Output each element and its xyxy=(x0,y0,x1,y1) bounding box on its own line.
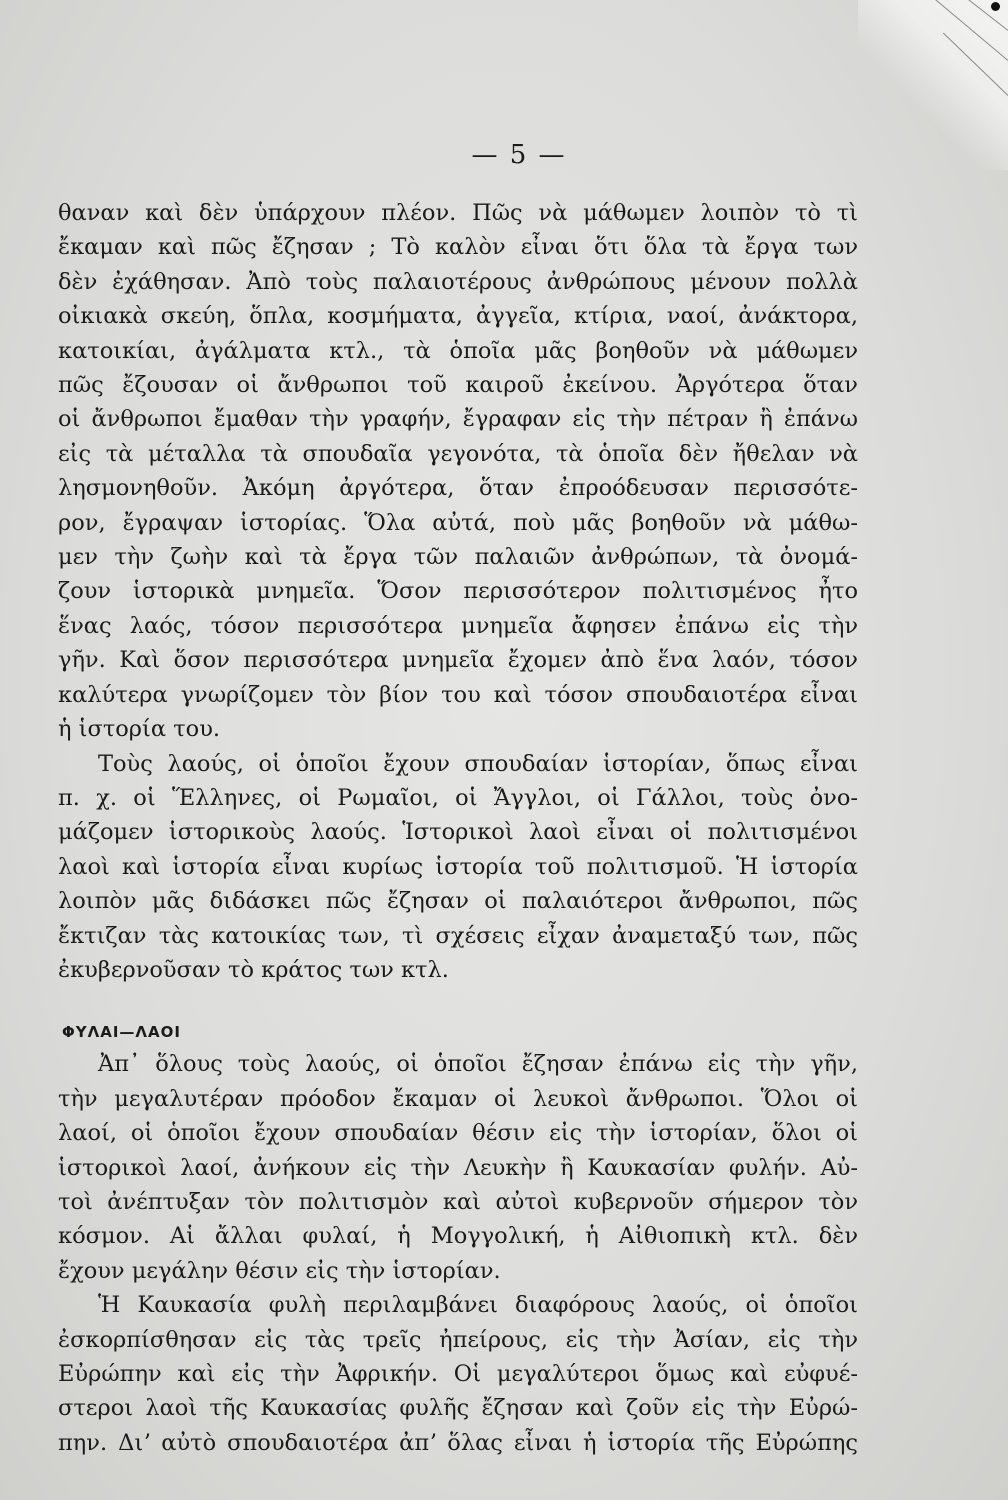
text-line: λοιπὸν μᾶς διδάσκει πῶς ἔζησαν οἱ παλαιότεροι ἄνθρωποι, πῶς xyxy=(58,888,858,915)
text-line: θαναν καὶ δὲν ὑπάρχουν πλέον. Πῶς νὰ μάθωμεν λοιπὸν τὸ τὶ xyxy=(58,200,858,226)
page-number: — 5 — xyxy=(471,140,567,170)
text-line: καλύτερα γνωρίζομεν τὸν βίον του καὶ τόσον σπουδαιοτέρα εἶναι xyxy=(58,681,858,708)
text-line: ζουν ἱστορικὰ μνημεῖα. Ὅσον περισσότερον πολιτισμένος ἦτο xyxy=(58,578,858,605)
text-line: ἡ ἱστορία του. xyxy=(58,716,221,743)
paragraph-1 xyxy=(58,196,858,747)
text-line: τὴν μεγαλυτέραν πρόοδον ἔκαμαν οἱ λευκοὶ ἄνθρωποι. Ὅλοι οἱ xyxy=(58,1085,858,1112)
text-line: π. χ. οἱ Ἕλληνες, οἱ Ρωμαῖοι, οἱ Ἄγγλοι, οἱ Γάλλοι, τοὺς ὀνο- xyxy=(58,784,858,811)
text-line: τοὶ ἀνέπτυξαν τὸν πολιτισμὸν καὶ αὐτοὶ κυβερνοῦν σήμερον τὸν xyxy=(58,1188,858,1215)
text-line: Ἀπ᾽ ὅλους τοὺς λαούς, οἱ ὁποῖοι ἔζησαν ἐπάνω εἰς τὴν γῆν, xyxy=(98,1051,858,1078)
text-line: ἕνας λαός, τόσον περισσότερα μνημεῖα ἄφησεν ἐπάνω εἰς τὴν xyxy=(58,612,858,639)
text-line: πην. Διʼ αὐτὸ σπουδαιοτέρα ἀπʼ ὅλας εἶναι ἡ ἱστορία τῆς Εὐρώπης xyxy=(58,1429,858,1456)
text-line: δὲν ἐχάθησαν. Ἀπὸ τοὺς παλαιοτέρους ἀνθρώπους μένουν πολλὰ xyxy=(58,268,858,295)
text-line: πῶς ἔζουσαν οἱ ἄνθρωποι τοῦ καιροῦ ἐκείνου. Ἀργότερα ὅταν xyxy=(58,372,858,399)
body-text xyxy=(58,196,858,1460)
paragraph-4 xyxy=(58,1288,858,1460)
text-line: οἰκιακὰ σκεύη, ὅπλα, κοσμήματα, ἀγγεῖα, κτίρια, ναοί, ἀνάκτορα, xyxy=(58,303,858,330)
text-line: οἱ ἄνθρωποι ἔμαθαν τὴν γραφήν, ἔγραφαν εἰς τὴν πέτραν ἢ ἐπάνω xyxy=(58,406,858,433)
section-heading: ΦΥΛΑΙ—ΛΑΟΙ xyxy=(62,1023,181,1042)
text-line: Ἡ Καυκασία φυλὴ περιλαμβάνει διαφόρους λαούς, οἱ ὁποῖοι xyxy=(98,1292,858,1319)
paragraph-2 xyxy=(58,747,858,988)
paragraph-3 xyxy=(58,1047,858,1288)
text-line: ἱστορικοὶ λαοί, ἀνήκουν εἰς τὴν Λευκὴν ἢ Καυκασίαν φυλήν. Αὐ- xyxy=(58,1154,858,1181)
text-line: εἰς τὰ μέταλλα τὰ σπουδαῖα γεγονότα, τὰ ὁποῖα δὲν ἤθελαν νὰ xyxy=(58,440,858,467)
text-line: ρον, ἔγραψαν ἱστορίας. Ὅλα αὐτά, ποὺ μᾶς βοηθοῦν νὰ μάθω- xyxy=(58,509,858,536)
text-line: Εὐρώπην καὶ εἰς τὴν Ἀφρικήν. Οἱ μεγαλύτεροι ὅμως καὶ εὐφυέ- xyxy=(58,1361,858,1387)
text-line: ἔχουν μεγάλην θέσιν εἰς τὴν ἱστορίαν. xyxy=(58,1257,501,1284)
text-line: λαοί, οἱ ὁποῖοι ἔχουν σπουδαίαν θέσιν εἰς τὴν ἱστορίαν, ὅλοι οἱ xyxy=(58,1120,858,1147)
text-line: κόσμον. Αἱ ἄλλαι φυλαί, ἡ Μογγολική, ἡ Αἰθιοπικὴ κτλ. δὲν xyxy=(58,1223,858,1250)
text-line: λησμονηθοῦν. Ἀκόμη ἀργότερα, ὅταν ἐπροόδευσαν περισσότε- xyxy=(58,475,858,502)
text-line: ἔκτιζαν τὰς κατοικίας των, τὶ σχέσεις εἶχαν ἀναμεταξύ των, πῶς xyxy=(58,922,858,949)
text-line: ἔκαμαν καὶ πῶς ἔζησαν ; Τὸ καλὸν εἶναι ὅτι ὅλα τὰ ἔργα των xyxy=(58,234,858,261)
text-line: γῆν. Καὶ ὅσον περισσότερα μνημεῖα ἔχομεν ἀπὸ ἕνα λαόν, τόσον xyxy=(58,647,858,674)
text-line: ἐσκορπίσθησαν εἰς τὰς τρεῖς ἠπείρους, εἰς τὴν Ἀσίαν, εἰς τὴν xyxy=(58,1326,858,1353)
text-line: μεν τὴν ζωὴν καὶ τὰ ἔργα τῶν παλαιῶν ἀνθρώπων, τὰ ὀνομά- xyxy=(58,544,858,571)
text-line: στεροι λαοὶ τῆς Καυκασίας φυλῆς ἔζησαν καὶ ζοῦν εἰς τὴν Εὐρώ- xyxy=(58,1395,858,1422)
text-line: ἐκυβερνοῦσαν τὸ κράτος των κτλ. xyxy=(58,956,449,983)
text-line: λαοὶ καὶ ἱστορία εἶναι κυρίως ἱστορία τοῦ πολιτισμοῦ. Ἡ ἱστορία xyxy=(58,853,858,880)
text-line: Τοὺς λαούς, οἱ ὁποῖοι ἔχουν σπουδαίαν ἱστορίαν, ὅπως εἶναι xyxy=(98,750,858,777)
text-line: κατοικίαι, ἀγάλματα κτλ., τὰ ὁποῖα μᾶς βοηθοῦν νὰ μάθωμεν xyxy=(58,337,858,364)
text-line: μάζομεν ἱστορικοὺς λαούς. Ἱστορικοὶ λαοὶ εἶναι οἱ πολιτισμένοι xyxy=(58,819,858,846)
